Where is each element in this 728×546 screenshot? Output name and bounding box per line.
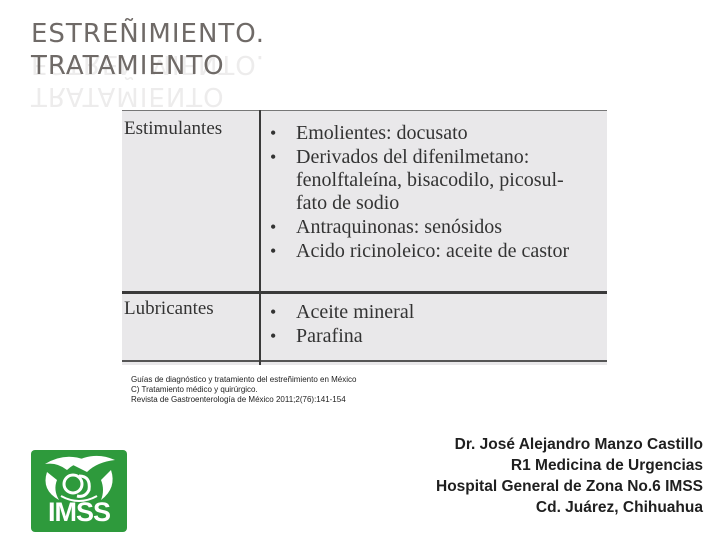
item-text: Parafina [296,325,363,347]
lubricantes-list [270,301,415,349]
author-city: Cd. Juárez, Chihuahua [535,499,703,516]
item-text: Antraquinonas: senósidos [296,216,503,238]
table-bottom-border [122,360,607,362]
list-item [270,240,571,263]
citation [131,375,356,405]
category-lubricantes: Lubricantes [124,298,214,319]
table-row-divider [122,291,607,294]
bullet-icon: • [270,326,277,346]
item-text: Aceite mineral [296,301,415,323]
estimulantes-list [270,122,571,264]
title-line-2: TRATAMIENTO TRATAMIENTO [31,50,265,82]
list-item [270,216,571,239]
bullet-icon: • [270,302,277,322]
logo-text: IMSS [47,497,110,527]
bullet-icon: • [270,147,277,167]
category-estimulantes: Estimulantes [124,118,223,139]
table-top-border [122,110,607,111]
item-text: Derivados del difenilmetano: fenolftaleína, bisacodilo, picosul-fato de sodio [296,146,564,214]
list-item [270,325,414,348]
item-text: Acido ricinoleico: aceite de castor [296,240,570,262]
bullet-icon: • [270,241,277,261]
author-credits [436,434,703,518]
author-name: Dr. José Alejandro Manzo Castillo [454,436,703,453]
author-hospital: Hospital General de Zona No.6 IMSS [436,478,703,495]
title-line-1: ESTREÑIMIENTO. ESTREÑIMIENTO. [31,18,265,50]
bullet-icon: • [270,123,277,143]
citation-line-2: C) Tratamiento médico y quirúrgico. [131,385,258,394]
list-item [270,301,415,324]
list-item [270,146,571,215]
table-column-divider [259,110,261,365]
list-item [270,122,571,145]
citation-line-1: Guías de diagnóstico y tratamiento del estreñimiento en México [131,375,357,384]
treatment-table [122,110,607,365]
imss-logo [31,450,127,532]
bullet-icon: • [270,217,277,237]
item-text: Emolientes: docusato [296,122,468,144]
slide-title [31,18,265,82]
author-role: R1 Medicina de Urgencias [510,457,703,474]
citation-line-3: Revista de Gastroenterología de México 2011;2(76):141-154 [131,395,346,404]
